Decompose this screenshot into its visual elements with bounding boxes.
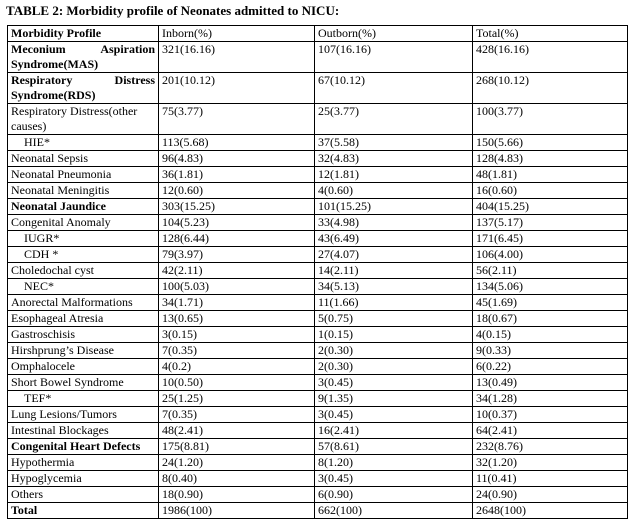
cell-morbidity-profile: Gastroschisis: [8, 327, 159, 343]
table-row: [8, 327, 628, 343]
table-body: [8, 42, 628, 519]
cell-outborn: 1(0.15): [315, 327, 473, 343]
cell-name-line1: Meconium Aspiration: [11, 42, 155, 56]
table-row: [8, 343, 628, 359]
cell-total: 100(3.77): [473, 104, 628, 135]
table-row: [8, 247, 628, 263]
table-row: [8, 375, 628, 391]
cell-inborn: 201(10.12): [159, 73, 315, 104]
table-row: [8, 135, 628, 151]
table-row: [8, 407, 628, 423]
cell-outborn: 43(6.49): [315, 231, 473, 247]
cell-morbidity-profile: Congenital Heart Defects: [8, 439, 159, 455]
cell-total: 232(8.76): [473, 439, 628, 455]
morbidity-table: [7, 25, 628, 519]
cell-outborn: 4(0.60): [315, 183, 473, 199]
table-row: [8, 487, 628, 503]
cell-inborn: 4(0.2): [159, 359, 315, 375]
cell-inborn: 3(0.15): [159, 327, 315, 343]
cell-morbidity-profile: HIE*: [8, 135, 159, 151]
cell-outborn: 3(0.45): [315, 375, 473, 391]
cell-name-line2: Syndrome(MAS): [11, 57, 99, 71]
table-caption: TABLE 2: Morbidity profile of Neonates admitted to NICU:: [6, 3, 340, 18]
cell-outborn: 12(1.81): [315, 167, 473, 183]
cell-total: 128(4.83): [473, 151, 628, 167]
table-row: [8, 263, 628, 279]
table-row: [8, 391, 628, 407]
cell-inborn: 7(0.35): [159, 343, 315, 359]
cell-name-line2: causes): [11, 119, 47, 133]
cell-total: 24(0.90): [473, 487, 628, 503]
cell-total: 16(0.60): [473, 183, 628, 199]
cell-inborn: 42(2.11): [159, 263, 315, 279]
cell-total: 171(6.45): [473, 231, 628, 247]
cell-morbidity-profile: [8, 42, 159, 73]
cell-morbidity-profile: Anorectal Malformations: [8, 295, 159, 311]
cell-outborn: 33(4.98): [315, 215, 473, 231]
cell-outborn: 2(0.30): [315, 359, 473, 375]
cell-total: 56(2.11): [473, 263, 628, 279]
cell-inborn: 18(0.90): [159, 487, 315, 503]
table-row: [8, 151, 628, 167]
cell-inborn: 128(6.44): [159, 231, 315, 247]
cell-morbidity-profile: Congenital Anomaly: [8, 215, 159, 231]
cell-inborn: 79(3.97): [159, 247, 315, 263]
cell-morbidity-profile: Neonatal Meningitis: [8, 183, 159, 199]
cell-inborn: 303(15.25): [159, 199, 315, 215]
table-row: [8, 199, 628, 215]
cell-outborn: 9(1.35): [315, 391, 473, 407]
cell-inborn: 24(1.20): [159, 455, 315, 471]
cell-total: 48(1.81): [473, 167, 628, 183]
cell-morbidity-profile: [8, 104, 159, 135]
cell-outborn: 37(5.58): [315, 135, 473, 151]
table-row: [8, 73, 628, 104]
cell-inborn: 96(4.83): [159, 151, 315, 167]
cell-outborn: 662(100): [315, 503, 473, 519]
cell-morbidity-profile: CDH *: [8, 247, 159, 263]
cell-outborn: 25(3.77): [315, 104, 473, 135]
cell-inborn: 10(0.50): [159, 375, 315, 391]
cell-inborn: 100(5.03): [159, 279, 315, 295]
cell-morbidity-profile: Neonatal Pneumonia: [8, 167, 159, 183]
cell-inborn: 75(3.77): [159, 104, 315, 135]
cell-total: 268(10.12): [473, 73, 628, 104]
cell-morbidity-profile: Hypoglycemia: [8, 471, 159, 487]
header-row: [8, 26, 628, 42]
cell-morbidity-profile: NEC*: [8, 279, 159, 295]
cell-morbidity-profile: Neonatal Sepsis: [8, 151, 159, 167]
cell-morbidity-profile: Total: [8, 503, 159, 519]
cell-outborn: 2(0.30): [315, 343, 473, 359]
table-row: [8, 439, 628, 455]
cell-total: 34(1.28): [473, 391, 628, 407]
cell-inborn: 175(8.81): [159, 439, 315, 455]
cell-outborn: 107(16.16): [315, 42, 473, 73]
cell-outborn: 8(1.20): [315, 455, 473, 471]
cell-total: 10(0.37): [473, 407, 628, 423]
table-row: [8, 215, 628, 231]
cell-outborn: 11(1.66): [315, 295, 473, 311]
cell-morbidity-profile: Hirshprung’s Disease: [8, 343, 159, 359]
cell-morbidity-profile: Choledochal cyst: [8, 263, 159, 279]
cell-outborn: 14(2.11): [315, 263, 473, 279]
cell-morbidity-profile: [8, 73, 159, 104]
cell-morbidity-profile: Lung Lesions/Tumors: [8, 407, 159, 423]
cell-inborn: 104(5.23): [159, 215, 315, 231]
cell-inborn: 13(0.65): [159, 311, 315, 327]
cell-morbidity-profile: Neonatal Jaundice: [8, 199, 159, 215]
cell-total: 45(1.69): [473, 295, 628, 311]
table-row: [8, 503, 628, 519]
cell-total: 6(0.22): [473, 359, 628, 375]
cell-outborn: 67(10.12): [315, 73, 473, 104]
cell-total: 13(0.49): [473, 375, 628, 391]
table-row: [8, 183, 628, 199]
cell-outborn: 34(5.13): [315, 279, 473, 295]
cell-inborn: 12(0.60): [159, 183, 315, 199]
cell-inborn: 321(16.16): [159, 42, 315, 73]
cell-morbidity-profile: IUGR*: [8, 231, 159, 247]
header-total: Total(%): [473, 26, 628, 42]
cell-morbidity-profile: Hypothermia: [8, 455, 159, 471]
cell-outborn: 101(15.25): [315, 199, 473, 215]
header-outborn: Outborn(%): [315, 26, 473, 42]
cell-morbidity-profile: Omphalocele: [8, 359, 159, 375]
cell-inborn: 36(1.81): [159, 167, 315, 183]
cell-total: 404(15.25): [473, 199, 628, 215]
cell-outborn: 57(8.61): [315, 439, 473, 455]
cell-outborn: 16(2.41): [315, 423, 473, 439]
cell-morbidity-profile: Others: [8, 487, 159, 503]
header-morbidity-profile: Morbidity Profile: [8, 26, 159, 42]
cell-inborn: 34(1.71): [159, 295, 315, 311]
table-row: [8, 423, 628, 439]
cell-total: 9(0.33): [473, 343, 628, 359]
cell-total: 137(5.17): [473, 215, 628, 231]
cell-inborn: 8(0.40): [159, 471, 315, 487]
cell-morbidity-profile: Short Bowel Syndrome: [8, 375, 159, 391]
cell-inborn: 1986(100): [159, 503, 315, 519]
cell-inborn: 48(2.41): [159, 423, 315, 439]
cell-total: 150(5.66): [473, 135, 628, 151]
cell-outborn: 3(0.45): [315, 471, 473, 487]
cell-total: 106(4.00): [473, 247, 628, 263]
cell-inborn: 7(0.35): [159, 407, 315, 423]
table-row: [8, 42, 628, 73]
cell-outborn: 3(0.45): [315, 407, 473, 423]
cell-name-line2: Syndrome(RDS): [11, 88, 96, 102]
cell-morbidity-profile: Intestinal Blockages: [8, 423, 159, 439]
cell-total: 18(0.67): [473, 311, 628, 327]
cell-morbidity-profile: Esophageal Atresia: [8, 311, 159, 327]
table-row: [8, 471, 628, 487]
cell-total: 428(16.16): [473, 42, 628, 73]
cell-outborn: 6(0.90): [315, 487, 473, 503]
cell-outborn: 27(4.07): [315, 247, 473, 263]
cell-total: 4(0.15): [473, 327, 628, 343]
cell-name-line1: Respiratory Distress(other: [11, 104, 138, 118]
cell-inborn: 113(5.68): [159, 135, 315, 151]
cell-inborn: 25(1.25): [159, 391, 315, 407]
cell-outborn: 32(4.83): [315, 151, 473, 167]
cell-outborn: 5(0.75): [315, 311, 473, 327]
table-row: [8, 167, 628, 183]
table-row: [8, 455, 628, 471]
cell-name-line1: Respiratory Distress: [11, 73, 155, 87]
cell-morbidity-profile: TEF*: [8, 391, 159, 407]
cell-total: 134(5.06): [473, 279, 628, 295]
table-row: [8, 231, 628, 247]
cell-total: 32(1.20): [473, 455, 628, 471]
header-inborn: Inborn(%): [159, 26, 315, 42]
table-row: [8, 311, 628, 327]
cell-total: 11(0.41): [473, 471, 628, 487]
cell-total: 2648(100): [473, 503, 628, 519]
table-row: [8, 295, 628, 311]
table-row: [8, 104, 628, 135]
table-row: [8, 359, 628, 375]
cell-total: 64(2.41): [473, 423, 628, 439]
table-row: [8, 279, 628, 295]
